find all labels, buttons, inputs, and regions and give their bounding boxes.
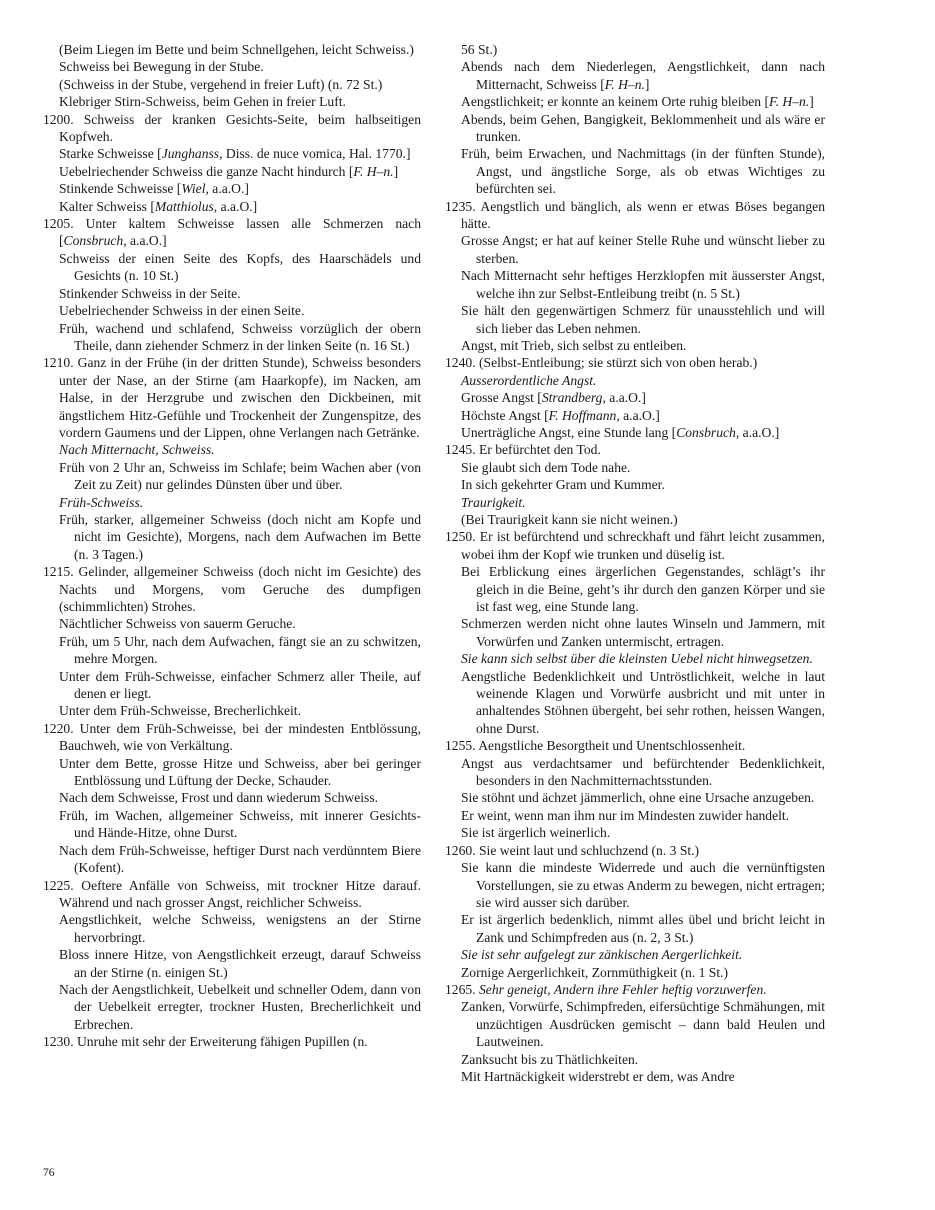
symptom-entry (445, 789, 825, 806)
symptom-entry (445, 494, 825, 511)
entry-text: Früh, starker, allgemeiner Schweiss (doch nicht am Kopfe und nicht im Gesichte), Morgens, nach dem Aufwachen im Bette (n. 3 Tagen.) (59, 511, 421, 562)
numbered-entry (445, 737, 825, 754)
entry-text: Nach der Aengstlichkeit, Uebelkeit und schneller Odem, dann von der Uebelkeit erregter, trockner Husten, Brecherlichkeit und Erbrechen. (59, 981, 421, 1032)
entry-text: Aengstliche Bedenklichkeit und Untröstlichkeit, welche in laut weinende Klagen und Vorwürfe ausbricht und mit unter in anhaltendes Stöhnen übergeht, bei sehr rothen, heissen Wangen, ohne Durst. (461, 668, 825, 736)
entry-text: 1220. Unter dem Früh-Schweisse, bei der mindesten Entblössung, Bauchweh, wie von Verkältung. (43, 720, 421, 754)
entry-text: Sie ist ärgerlich weinerlich. (461, 825, 611, 841)
entry-text: Junghanss, (161, 146, 223, 162)
entry-text: Sehr geneigt, Andern ihre Fehler heftig vorzuwerfen. (478, 981, 767, 997)
entry-text: Nach dem Schweisse, Frost und dann wiederum Schweiss. (59, 790, 379, 806)
entry-text: Früh, um 5 Uhr, nach dem Aufwachen, fängt sie an zu schwitzen, mehre Morgen. (59, 633, 421, 667)
symptom-entry (43, 755, 421, 790)
entry-text: Unter dem Früh-Schweisse, einfacher Schmerz aller Theile, auf denen er liegt. (59, 668, 421, 702)
entry-text: (Schweiss in der Stube, vergehend in freier Luft) (n. 72 St.) (59, 76, 383, 92)
entry-text: Höchste Angst [ (461, 407, 549, 423)
entry-text: Nach dem Früh-Schweisse, heftiger Durst nach verdünntem Biere (Kofent). (59, 842, 421, 876)
entry-text: 1250. Er ist befürchtend und schreckhaft und fährt leicht zusammen, wobei ihm der Kopf wie trunken und düselig ist. (445, 529, 825, 562)
entry-text: Früh von 2 Uhr an, Schweiss im Schlafe; beim Wachen aber (von Zeit zu Zeit) nur gelindes Dünsten über und über. (59, 459, 421, 493)
symptom-entry (43, 320, 421, 355)
symptom-entry (445, 111, 825, 146)
symptom-entry (445, 668, 825, 738)
entry-text: a.a.O.] (619, 407, 660, 423)
entry-text: Zanken, Vorwürfe, Schimpfreden, eifersüchtige Schmähungen, mit unzüchtigen Ausdrücken gemischt – dann bald Heulen und Lautweinen. (461, 999, 825, 1050)
entry-text: Uebelriechender Schweiss die ganze Nacht hindurch [ (59, 163, 354, 179)
entry-text: ] (644, 76, 650, 92)
entry-text: F. H–n. (353, 163, 394, 179)
symptom-entry (43, 702, 421, 719)
entry-text: Angst, mit Trieb, sich selbst zu entleiben. (461, 337, 687, 353)
entry-text: a.a.O.] (208, 181, 249, 197)
symptom-entry (43, 58, 421, 75)
entry-text: Consbruch, (63, 233, 127, 249)
symptom-entry (43, 41, 421, 58)
symptom-entry (43, 76, 421, 93)
entry-text: 1255. Aengstliche Besorgtheit und Unentschlossenheit. (445, 738, 746, 754)
symptom-entry (445, 1051, 825, 1068)
entry-text: Sie hält den gegenwärtigen Schmerz für unausstehlich und will sich lieber das Leben nehmen. (461, 303, 825, 336)
entry-text: Wiel, (181, 181, 209, 197)
entry-text: Ausserordentliche Angst. (461, 372, 597, 388)
numbered-entry (445, 528, 825, 563)
entry-text: Uebelriechender Schweiss in der einen Seite. (59, 303, 305, 319)
symptom-entry (43, 789, 421, 806)
entry-text: F. H–n. (604, 76, 645, 92)
symptom-entry (445, 389, 825, 406)
entry-text: Grosse Angst; er hat auf keiner Stelle Ruhe und wünscht lieber zu sterben. (461, 233, 825, 266)
entry-text: Traurigkeit. (461, 494, 526, 510)
symptom-entry (43, 911, 421, 946)
entry-text: Diss. de nuce vomica, Hal. 1770.] (222, 146, 411, 162)
symptom-entry (445, 615, 825, 650)
symptom-entry (43, 93, 421, 110)
entry-text: Sie kann die mindeste Widerrede und auch die vernünftigsten Vorstellungen, sie zu etwas Anderm zu bewegen, nicht ertragen; sie wird ausser sich darüber. (461, 860, 825, 910)
entry-text: F. H–n. (769, 94, 810, 110)
numbered-entry (445, 842, 825, 859)
entry-text: Bei Erblickung eines ärgerlichen Gegenstandes, schlägt’s ihr gleich in die Beine, geht’s ihr durch den ganzen Körper und sie ist fast weg, eine Stunde lang. (461, 564, 825, 614)
left-column (43, 41, 421, 1051)
entry-text: 1200. Schweiss der kranken Gesichts-Seite, beim halbseitigen Kopfweh. (43, 111, 421, 145)
symptom-entry (445, 859, 825, 911)
numbered-entry (43, 111, 421, 146)
entry-text: F. Hoffmann, (548, 407, 620, 423)
entry-text: Abends nach dem Niederlegen, Aengstlichkeit, dann nach Mitternacht, Schweiss [ (461, 59, 825, 92)
symptom-entry (445, 407, 825, 424)
entry-text: Mit Hartnäckigkeit widerstrebt er dem, was Andre (461, 1068, 735, 1084)
entry-text: 1245. Er befürchtet den Tod. (445, 442, 601, 458)
symptom-entry (445, 459, 825, 476)
entry-text: 1215. Gelinder, allgemeiner Schweiss (doch nicht im Gesichte) des Nachts und Morgens, vom Geruche des dumpfigen (schimmlichten) Strohes. (43, 564, 421, 614)
entry-text: Früh, wachend und schlafend, Schweiss vorzüglich der obern Theile, dann ziehender Schmerz in der linken Seite (n. 16 St.) (59, 320, 421, 353)
symptom-entry (445, 58, 825, 93)
symptom-entry (445, 337, 825, 354)
entry-text: (Beim Liegen im Bette und beim Schnellgehen, leicht Schweiss.) (59, 42, 414, 57)
entry-text: Zanksucht bis zu Thätlichkeiten. (461, 1051, 639, 1067)
symptom-entry (445, 998, 825, 1050)
symptom-entry (445, 267, 825, 302)
symptom-entry (43, 302, 421, 319)
entry-text: In sich gekehrter Gram und Kummer. (461, 477, 665, 493)
entry-text: 1210. Ganz in der Frühe (in der dritten Stunde), Schweiss besonders unter der Nase, an der Stirne (am Haarkopfe), im Nacken, am Halse, in der Herzgrube und zwischen den Dickbeinen, mit ängstlichem Hitz-Gefühle und Trockenheit der Zungenspitze, des vordern Gaumens und der Lippen, ohne Verlangen nach Getränke. (43, 355, 421, 440)
symptom-entry (43, 511, 421, 563)
entry-text: Sie stöhnt und ächzet jämmerlich, ohne eine Ursache anzugeben. (461, 790, 815, 806)
symptom-entry (43, 250, 421, 285)
symptom-entry (445, 807, 825, 824)
numbered-entry (445, 354, 825, 371)
entry-text: Abends, beim Gehen, Bangigkeit, Beklommenheit und als wäre er trunken. (461, 111, 825, 145)
numbered-entry (43, 877, 421, 912)
entry-text: Nach Mitternacht sehr heftiges Herzklopfen mit äusserster Angst, welche ihn zur Selbst-Entleibung treibt (n. 5 St.) (461, 268, 825, 301)
right-column (445, 41, 825, 1085)
numbered-entry (43, 563, 421, 615)
symptom-entry (445, 650, 825, 667)
entry-text: 1260. Sie weint laut und schluchzend (n. 3 St.) (445, 842, 700, 858)
entry-text: Zornige Aergerlichkeit, Zornmüthigkeit (n. 1 St.) (461, 964, 729, 980)
entry-text: ] (393, 163, 399, 179)
symptom-entry (445, 145, 825, 197)
entry-text: 56 St.) (461, 42, 498, 57)
entry-text: Sie kann sich selbst über die kleinsten Uebel nicht hinwegsetzen. (461, 651, 813, 667)
entry-text: Früh-Schweiss. (59, 494, 144, 510)
entry-text: 1240. (Selbst-Entleibung; sie stürzt sich von oben herab.) (445, 355, 758, 371)
entry-text: Starke Schweisse [ (59, 146, 162, 162)
symptom-entry (445, 476, 825, 493)
symptom-entry (445, 911, 825, 946)
symptom-entry (445, 302, 825, 337)
symptom-entry (43, 198, 421, 215)
entry-text: 1225. Oeftere Anfälle von Schweiss, mit trockner Hitze darauf. Während und nach grosser Angst, reichlicher Schweiss. (43, 877, 421, 910)
entry-text: a.a.O.] (217, 198, 258, 214)
symptom-entry (43, 633, 421, 668)
entry-text: a.a.O.] (739, 424, 780, 440)
entry-text: Aengstlichkeit; er konnte an keinem Orte ruhig bleiben [ (461, 94, 770, 110)
numbered-entry (43, 215, 421, 250)
entry-text: 1205. Unter kaltem Schweisse lassen alle Schmerzen nach [ (43, 216, 421, 249)
entry-text: Nächtlicher Schweiss von sauerm Geruche. (59, 616, 296, 632)
numbered-entry (445, 981, 825, 998)
entry-text: Nach Mitternacht, Schweiss. (59, 442, 215, 458)
entry-text: Er weint, wenn man ihm nur im Mindesten zuwider handelt. (461, 807, 790, 823)
symptom-entry (43, 459, 421, 494)
symptom-entry (445, 946, 825, 963)
symptom-entry (43, 494, 421, 511)
symptom-entry (43, 981, 421, 1033)
entry-text: Angst aus verdachtsamer und befürchtender Bedenklichkeit, besonders in den Nachmitternachtsstunden. (461, 755, 825, 789)
symptom-entry (445, 232, 825, 267)
symptom-entry (43, 180, 421, 197)
symptom-entry (43, 615, 421, 632)
entry-text: Grosse Angst [ (461, 390, 542, 406)
entry-text: Stinkender Schweiss in der Seite. (59, 285, 241, 301)
entry-text: Kalter Schweiss [ (59, 198, 155, 214)
entry-text: Er ist ärgerlich bedenklich, nimmt alles übel und bricht leicht in Zank und Schimpfreden aus (n. 2, 3 St.) (461, 912, 825, 945)
numbered-entry (445, 441, 825, 458)
symptom-entry (43, 145, 421, 162)
entry-text: Matthiolus, (154, 198, 218, 214)
entry-text: Strandberg, (541, 390, 606, 406)
symptom-entry (445, 755, 825, 790)
entry-text: Unerträgliche Angst, eine Stunde lang [ (461, 424, 677, 440)
symptom-entry (445, 372, 825, 389)
entry-text: Bloss innere Hitze, von Aengstlichkeit erzeugt, darauf Schweiss an der Stirne (n. einigen St.) (59, 947, 421, 980)
entry-text: Unter dem Früh-Schweisse, Brecherlichkeit. (59, 703, 301, 719)
entry-text: Schmerzen werden nicht ohne lautes Winseln und Jammern, mit Vorwürfen und Zanken untermischt, ertragen. (461, 616, 825, 649)
page-number: 76 (43, 1167, 55, 1179)
symptom-entry (43, 807, 421, 842)
entry-text: a.a.O.] (605, 390, 646, 406)
symptom-entry (445, 1068, 825, 1085)
entry-text: Schweiss bei Bewegung in der Stube. (59, 59, 264, 75)
entry-text: Sie ist sehr aufgelegt zur zänkischen Aergerlichkeit. (461, 947, 743, 963)
entry-text: (Bei Traurigkeit kann sie nicht weinen.) (461, 511, 678, 527)
entry-text: a.a.O.] (126, 233, 167, 249)
numbered-entry (43, 1033, 421, 1050)
entry-text: Früh, beim Erwachen, und Nachmittags (in der fünften Stunde), Angst, und ängstliche Sorge, als ob etwas Wichtiges zu befürchten sei. (461, 146, 825, 197)
symptom-entry (445, 424, 825, 441)
symptom-entry (43, 285, 421, 302)
symptom-entry (43, 946, 421, 981)
numbered-entry (43, 354, 421, 441)
symptom-entry (445, 964, 825, 981)
symptom-entry (43, 163, 421, 180)
entry-text: Unter dem Bette, grosse Hitze und Schweiss, aber bei geringer Entblössung und Lüftung der Decke, Schauder. (59, 755, 421, 789)
numbered-entry (445, 198, 825, 233)
entry-text: Stinkende Schweisse [ (59, 181, 182, 197)
entry-text: Consbruch, (676, 424, 740, 440)
symptom-entry (445, 511, 825, 528)
entry-text: Früh, im Wachen, allgemeiner Schweiss, mit innerer Gesichts- und Hände-Hitze, ohne Durst. (59, 807, 421, 841)
entry-text: Aengstlichkeit, welche Schweiss, wenigstens an der Stirne hervorbringt. (59, 912, 421, 945)
symptom-entry (43, 668, 421, 703)
entry-text: 1235. Aengstlich und bänglich, als wenn er etwas Böses begangen hätte. (445, 198, 825, 232)
symptom-entry (445, 563, 825, 615)
symptom-entry (445, 93, 825, 110)
entry-text: 1230. Unruhe mit sehr der Erweiterung fähigen Pupillen (n. (43, 1034, 368, 1050)
symptom-entry (445, 41, 825, 58)
entry-text: Sie glaubt sich dem Tode nahe. (461, 459, 631, 475)
entry-text: Klebriger Stirn-Schweiss, beim Gehen in freier Luft. (59, 94, 346, 110)
entry-text: 1265. (445, 981, 479, 997)
symptom-entry (43, 842, 421, 877)
numbered-entry (43, 720, 421, 755)
symptom-entry (43, 441, 421, 458)
symptom-entry (445, 824, 825, 841)
entry-text: ] (809, 94, 814, 110)
entry-text: Schweiss der einen Seite des Kopfs, des Haarschädels und Gesichts (n. 10 St.) (59, 250, 421, 284)
